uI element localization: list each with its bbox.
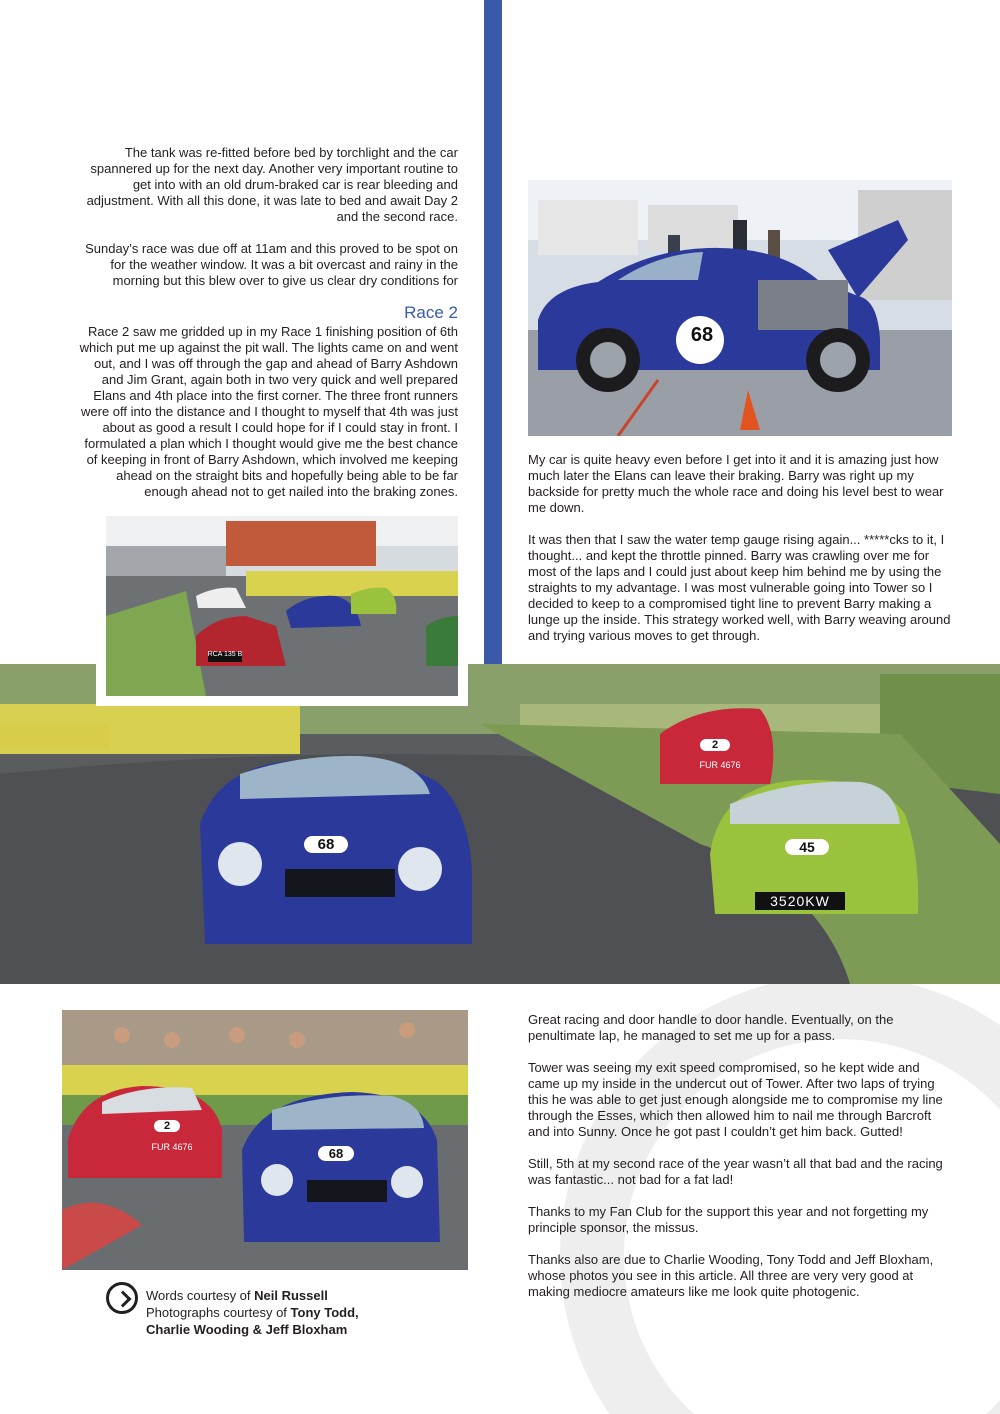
photos-credit-names-continued: Charlie Wooding & Jeff Bloxham	[146, 1322, 348, 1337]
paragraph: It was then that I saw the water temp gauge rising again... *****cks to it, I thought... and kept the throttle pinned. Barry was crawling over me for most of the laps and I could just about keep him behind me by using the straights to my advantage. I was most vulnerable going into Tower so I decided to keep to a compromised tight line to prevent Barry making a lunge up the inside. This strategy worked well, with Barry weaving around and trying various moves to get through.	[528, 532, 951, 643]
right-column-bottom-text	[528, 1012, 952, 1300]
bottom-red-number: 2	[154, 1120, 180, 1132]
paddock-photo	[528, 180, 952, 436]
words-credit-prefix: Words courtesy of	[146, 1288, 255, 1303]
bottom-race-photo	[62, 1010, 468, 1270]
hero-race-photo	[0, 664, 1000, 984]
grid-photo-frame	[96, 506, 468, 706]
car-number-label: 68	[690, 324, 714, 346]
paragraph: Thanks also are due to Charlie Wooding, Tony Todd and Jeff Bloxham, whose photos you see in this article. All three are very very good at making mediocre amateurs like me look quite photogenic.	[528, 1252, 934, 1299]
chevron-right-icon	[106, 1282, 138, 1314]
race2-text	[74, 324, 458, 500]
elan-number: 45	[785, 839, 829, 855]
bottom-car-number: 68	[318, 1146, 354, 1161]
column-divider-bar	[484, 0, 502, 664]
section-heading: Race 2	[404, 303, 458, 322]
paragraph: Sunday’s race was due off at 11am and this proved to be spot on for the weather window. It was a bit overcast and rainy in the morning but this blew over to give us clear dry conditions for	[85, 241, 458, 288]
left-column-text	[74, 145, 458, 289]
grid-photo	[106, 516, 458, 696]
paragraph: Still, 5th at my second race of the year wasn’t all that bad and the racing was fantastic... not bad for a fat lad!	[528, 1156, 943, 1187]
paragraph: Tower was seeing my exit speed compromised, so he kept wide and came up my inside in the undercut out of Tower. After two laps of trying this he was able to get just enough alongside me to compromise my line through the Esses, which then allowed him to nail me through Barcroft and into Sunny. Once he got past I couldn’t get him back. Gutted!	[528, 1060, 943, 1139]
photos-credit-names: Tony Todd,	[290, 1305, 359, 1320]
elan-plate: 3520KW	[770, 893, 830, 909]
paragraph: Great racing and door handle to door handle. Eventually, on the penultimate lap, he managed to set me up for a pass.	[528, 1012, 894, 1043]
red-elan-plate: FUR 4676	[699, 760, 741, 770]
right-column-text	[528, 452, 952, 644]
bottom-red-plate: FUR 4676	[151, 1142, 193, 1152]
photos-credit-prefix: Photographs courtesy of	[146, 1305, 291, 1320]
paragraph: Race 2 saw me gridded up in my Race 1 finishing position of 6th which put me up against the pit wall. The lights came on and went out, and I was off through the gap and ahead of Barry Ashdown and Jim Grant, again both in two very quick and well prepared Elans and 4th place into the first corner. The three front runners were off into the distance and I thought to myself that 4th was just about as good a result I could hope for if I could stay in front. I formulated a plan which I thought would give me the best chance of keeping in front of Barry Ashdown, which involved me keeping ahead on the straight bits and hopefully being able to be far enough ahead not to get nailed into the braking zones.	[79, 324, 458, 499]
grid-car-plate: RCA 135 B	[207, 651, 243, 658]
paragraph: The tank was re-fitted before bed by torchlight and the car spannered up for the next day. Another very important routine to get into with an old drum-braked car is rear bleeding and adjustment. With all this done, it was late to bed and await Day 2 and the second race.	[86, 145, 458, 224]
words-credit-name: Neil Russell	[254, 1288, 328, 1303]
paragraph: Thanks to my Fan Club for the support this year and not forgetting my principle sponsor, the missus.	[528, 1204, 929, 1235]
paragraph: My car is quite heavy even before I get into it and it is amazing just how much later the Elans can leave their braking. Barry was right up my backside for pretty much the whole race and doing his level best to wear me down.	[528, 452, 944, 515]
red-elan-number: 2	[700, 739, 730, 751]
hero-car-number: 68	[304, 836, 348, 853]
